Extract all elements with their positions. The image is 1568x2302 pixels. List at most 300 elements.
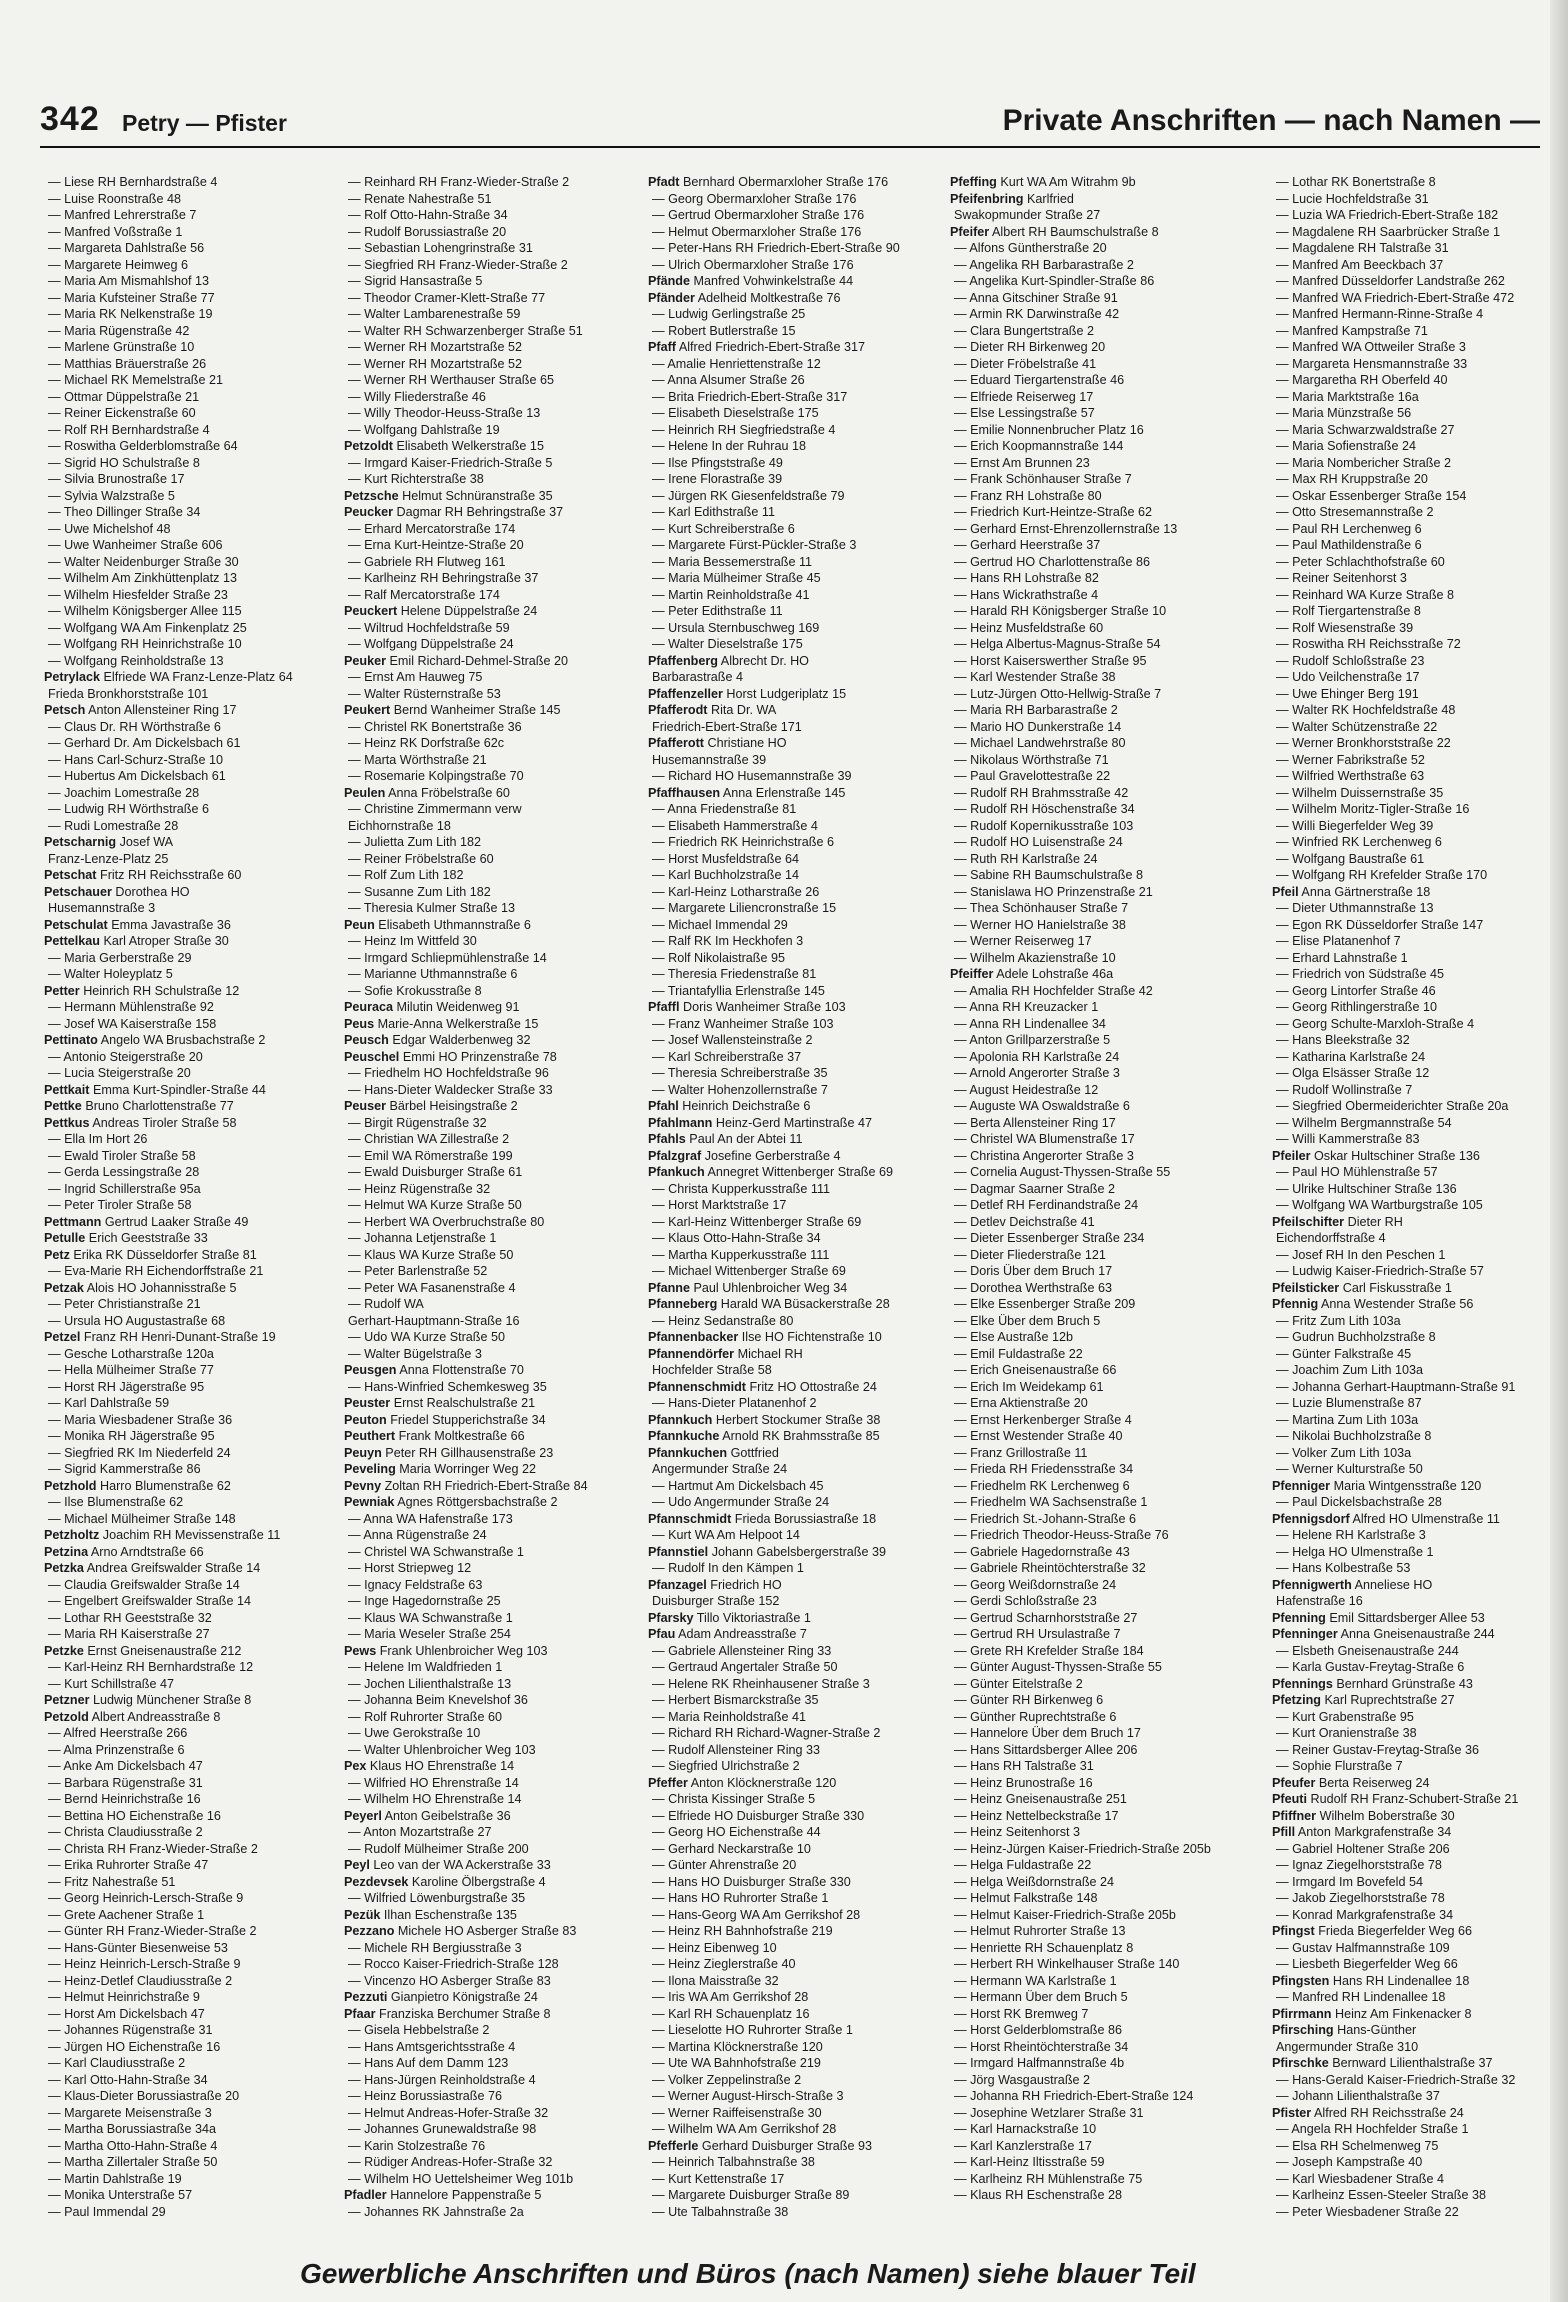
directory-entry bbox=[950, 1098, 1250, 1115]
entry-text: Alfred HO Ulmenstraße 11 bbox=[1352, 1511, 1500, 1526]
entry-text: — Rudolf Borussiastraße 20 bbox=[348, 224, 507, 239]
directory-entry bbox=[950, 2105, 1250, 2122]
directory-entry bbox=[344, 1610, 644, 1627]
entry-surname: Peus bbox=[344, 1016, 375, 1031]
entry-surname: Pfaffhausen bbox=[648, 785, 721, 800]
directory-entry bbox=[44, 1461, 344, 1478]
entry-text: — Hartmut Am Dickelsbach 45 bbox=[652, 1478, 824, 1493]
directory-entry bbox=[648, 273, 948, 290]
entry-text: — Claudia Greifswalder Straße 14 bbox=[48, 1577, 240, 1592]
directory-entry bbox=[344, 785, 644, 802]
directory-entry bbox=[44, 950, 344, 967]
directory-entry bbox=[1272, 686, 1568, 703]
entry-text: — Joseph Kampstraße 40 bbox=[1276, 2155, 1423, 2169]
entry-surname: Petzhold bbox=[44, 1478, 97, 1493]
entry-text: — Wolfgang RH Heinrichstraße 10 bbox=[48, 637, 242, 651]
entry-surname: Petzoldt bbox=[344, 439, 393, 453]
entry-text: — Wolfgang WA Am Finkenplatz 25 bbox=[48, 620, 247, 635]
entry-text: — Ursula Sternbuschweg 169 bbox=[652, 620, 820, 635]
directory-entry bbox=[344, 900, 644, 917]
entry-text: — Kurt Schillstraße 47 bbox=[48, 1676, 174, 1691]
directory-entry bbox=[648, 603, 948, 620]
entry-text: — Stanislawa HO Prinzenstraße 21 bbox=[954, 884, 1153, 899]
entry-surname: Pfahl bbox=[648, 1099, 679, 1113]
directory-entry bbox=[44, 2022, 344, 2039]
entry-text: — Wilhelm Akazienstraße 10 bbox=[954, 950, 1116, 965]
entry-text: — Margarete Fürst-Pückler-Straße 3 bbox=[652, 538, 857, 552]
entry-text: — Franz Grillostraße 11 bbox=[954, 1445, 1088, 1460]
entry-text: — Werner Raiffeisenstraße 30 bbox=[652, 2105, 822, 2120]
directory-entry bbox=[648, 1940, 948, 1957]
entry-text: Frieda Bronkhorststraße 101 bbox=[48, 686, 209, 701]
entry-text: — Heinz Im Wittfeld 30 bbox=[348, 934, 477, 948]
directory-entry bbox=[344, 1643, 644, 1660]
page-header bbox=[40, 100, 1540, 148]
entry-text: — Karlheinz RH Behringstraße 37 bbox=[348, 571, 539, 585]
entry-text: — Ilse Blumenstraße 62 bbox=[48, 1495, 184, 1509]
directory-entry bbox=[1272, 570, 1568, 587]
entry-surname: Petsch bbox=[44, 703, 86, 717]
entry-text: Marie-Anna Welkerstraße 15 bbox=[377, 1016, 539, 1031]
entry-text: — Dagmar Saarner Straße 2 bbox=[954, 1181, 1115, 1196]
entry-surname: Pezük bbox=[344, 1907, 381, 1922]
directory-entry bbox=[648, 1511, 948, 1528]
directory-entry bbox=[950, 1197, 1250, 1214]
directory-entry bbox=[950, 240, 1250, 257]
directory-entry bbox=[950, 917, 1250, 934]
directory-entry bbox=[44, 1131, 344, 1148]
directory-entry bbox=[1272, 1791, 1568, 1808]
entry-text: — Hans Wickrathstraße 4 bbox=[954, 587, 1099, 602]
directory-entry bbox=[1272, 2121, 1568, 2138]
entry-text: — Günter August-Thyssen-Straße 55 bbox=[954, 1660, 1162, 1674]
entry-text: — Rudolf Allensteiner Ring 33 bbox=[652, 1742, 821, 1757]
directory-entry bbox=[1272, 174, 1568, 191]
entry-text: — Maria RK Nelkenstraße 19 bbox=[48, 307, 213, 321]
directory-entry bbox=[1272, 1379, 1568, 1396]
directory-entry bbox=[648, 1758, 948, 1775]
directory-entry bbox=[344, 191, 644, 208]
entry-text: Karoline Ölbergstraße 4 bbox=[411, 1874, 546, 1889]
entry-text: Zoltan RH Friedrich-Ebert-Straße 84 bbox=[384, 1478, 588, 1493]
entry-text: — Ludwig Gerlingstraße 25 bbox=[652, 307, 806, 321]
directory-entry bbox=[648, 1065, 948, 1082]
directory-entry bbox=[950, 1065, 1250, 1082]
directory-entry bbox=[1272, 933, 1568, 950]
entry-text: — Walter Hohenzollernstraße 7 bbox=[652, 1082, 828, 1097]
directory-entry bbox=[44, 686, 344, 703]
entry-text: — Ingrid Schillerstraße 95a bbox=[48, 1181, 201, 1196]
directory-entry bbox=[950, 1610, 1250, 1627]
directory-entry bbox=[1272, 1907, 1568, 1924]
entry-surname: Peuton bbox=[344, 1412, 387, 1427]
entry-text: — Maria Marktstraße 16a bbox=[1276, 389, 1419, 404]
directory-entry bbox=[950, 1527, 1250, 1544]
directory-entry bbox=[44, 1692, 344, 1709]
entry-text: — Rudolf RH Höschenstraße 34 bbox=[954, 802, 1135, 816]
entry-text: — Manfred Kampstraße 71 bbox=[1276, 323, 1428, 338]
directory-entry bbox=[648, 1230, 948, 1247]
entry-text: — Matthias Bräuerstraße 26 bbox=[48, 356, 207, 371]
entry-surname: Pfau bbox=[648, 1627, 676, 1641]
directory-entry bbox=[1272, 405, 1568, 422]
directory-entry bbox=[950, 1082, 1250, 1099]
entry-surname: Pezdevsek bbox=[344, 1874, 409, 1889]
entry-text: — Lothar RH Geeststraße 32 bbox=[48, 1610, 212, 1625]
entry-surname: Pezzano bbox=[344, 1924, 395, 1938]
entry-text: — Maria Sofienstraße 24 bbox=[1276, 439, 1416, 453]
directory-entry bbox=[344, 405, 644, 422]
directory-entry bbox=[950, 1280, 1250, 1297]
directory-entry bbox=[950, 1989, 1250, 2006]
directory-entry bbox=[1272, 1560, 1568, 1577]
entry-text: — Karl Edithstraße 11 bbox=[652, 505, 775, 519]
entry-surname: Pfennigsdorf bbox=[1272, 1511, 1350, 1526]
directory-entry bbox=[1272, 224, 1568, 241]
directory-entry bbox=[1272, 867, 1568, 884]
entry-text: — Nikolai Buchholzstraße 8 bbox=[1276, 1429, 1432, 1443]
directory-entry bbox=[344, 1263, 644, 1280]
directory-entry bbox=[344, 2105, 644, 2122]
entry-text: — Wolfgang Düppelstraße 24 bbox=[348, 637, 514, 651]
directory-entry bbox=[44, 1560, 344, 1577]
entry-text: Ilhan Eschenstraße 135 bbox=[383, 1907, 517, 1922]
entry-text: — Maria Bessemerstraße 11 bbox=[652, 554, 813, 569]
entry-text: — Volker Zum Lith 103a bbox=[1276, 1445, 1412, 1460]
entry-text: Husemannstraße 3 bbox=[48, 901, 156, 915]
directory-entry bbox=[44, 1214, 344, 1231]
directory-entry bbox=[344, 1296, 644, 1313]
entry-text: — Sigrid Hansastraße 5 bbox=[348, 274, 483, 288]
entry-text: — Renate Nahestraße 51 bbox=[348, 191, 492, 206]
entry-text: — Hermann Mühlenstraße 92 bbox=[48, 1000, 214, 1014]
entry-text: — Heinz Gneisenaustraße 251 bbox=[954, 1792, 1127, 1806]
entry-text: — Hans Auf dem Damm 123 bbox=[348, 2056, 509, 2070]
directory-entry bbox=[44, 1296, 344, 1313]
entry-text: — Hans-Dieter Platanenhof 2 bbox=[652, 1396, 817, 1410]
entry-text: — Ralf RK Im Heckhofen 3 bbox=[652, 934, 804, 948]
directory-entry bbox=[344, 1940, 644, 1957]
directory-entry bbox=[344, 1791, 644, 1808]
entry-text: Karlfried bbox=[1026, 191, 1074, 206]
entry-surname: Petulle bbox=[44, 1231, 86, 1245]
directory-entry bbox=[950, 1230, 1250, 1247]
entry-text: — Irmgard Kaiser-Friedrich-Straße 5 bbox=[348, 455, 553, 470]
entry-text: — Silvia Brunostraße 17 bbox=[48, 472, 185, 486]
directory-entry bbox=[950, 620, 1250, 637]
entry-text: Berta Reiserweg 24 bbox=[1318, 1775, 1430, 1790]
entry-text: — Brita Friedrich-Ebert-Straße 317 bbox=[652, 389, 848, 404]
directory-entry bbox=[44, 570, 344, 587]
entry-text: — Heinrich Talbahnstraße 38 bbox=[652, 2155, 815, 2169]
entry-text: — Maria Reinholdstraße 41 bbox=[652, 1709, 806, 1724]
directory-entry bbox=[648, 1247, 948, 1264]
directory-entry bbox=[344, 2187, 644, 2204]
entry-surname: Pfiffner bbox=[1272, 1808, 1317, 1823]
entry-text: — Sofie Krokusstraße 8 bbox=[348, 983, 482, 998]
directory-entry bbox=[44, 1164, 344, 1181]
directory-entry bbox=[344, 933, 644, 950]
entry-surname: Peuschel bbox=[344, 1049, 400, 1064]
entry-text: — Hans HO Duisburger Straße 330 bbox=[652, 1874, 851, 1889]
directory-entry bbox=[344, 1494, 644, 1511]
directory-entry bbox=[44, 636, 344, 653]
directory-entry bbox=[44, 240, 344, 257]
entry-text: Adam Andreasstraße 7 bbox=[678, 1627, 807, 1641]
entry-text: — Walter Dieselstraße 175 bbox=[652, 637, 803, 651]
entry-text: — Robert Butlerstraße 15 bbox=[652, 323, 796, 338]
directory-entry bbox=[1272, 191, 1568, 208]
entry-text: — Theresia Friedenstraße 81 bbox=[652, 967, 817, 981]
entry-text: — Karlheinz Essen-Steeler Straße 38 bbox=[1276, 2188, 1486, 2202]
entry-text: — Gustav Halfmannstraße 109 bbox=[1276, 1940, 1450, 1955]
directory-column-1 bbox=[44, 174, 344, 2220]
entry-surname: Petzke bbox=[44, 1643, 84, 1658]
entry-text: — Ilse Pfingststraße 49 bbox=[652, 455, 783, 470]
entry-surname: Pfeiffer bbox=[950, 967, 994, 981]
directory-entry bbox=[950, 2154, 1250, 2171]
entry-text: — Friedrich Theodor-Heuss-Straße 76 bbox=[954, 1528, 1169, 1542]
directory-entry bbox=[344, 587, 644, 604]
entry-text: — Werner RH Werthauser Straße 65 bbox=[348, 373, 555, 387]
entry-text: — Rudolf Schloßstraße 23 bbox=[1276, 653, 1425, 668]
entry-text: — Elfriede HO Duisburger Straße 330 bbox=[652, 1808, 865, 1823]
entry-surname: Pfeufer bbox=[1272, 1775, 1316, 1790]
entry-text: — Paul Dickelsbachstraße 28 bbox=[1276, 1495, 1442, 1509]
directory-entry bbox=[648, 2187, 948, 2204]
entry-text: — Amalie Henriettenstraße 12 bbox=[652, 356, 821, 371]
entry-surname: Pfeil bbox=[1272, 884, 1299, 899]
directory-entry bbox=[648, 1956, 948, 1973]
entry-text: — Helene Im Waldfrieden 1 bbox=[348, 1660, 503, 1674]
entry-text: — Rudolf WA bbox=[348, 1297, 424, 1311]
entry-text: Maria Wintgensstraße 120 bbox=[1333, 1478, 1482, 1493]
directory-entry bbox=[44, 2171, 344, 2188]
directory-entry bbox=[344, 488, 644, 505]
directory-entry bbox=[648, 1115, 948, 1132]
entry-text: — Armin RK Darwinstraße 42 bbox=[954, 307, 1120, 321]
directory-entry bbox=[44, 1379, 344, 1396]
entry-text: — Margaretha RH Oberfeld 40 bbox=[1276, 373, 1448, 387]
entry-text: Emma Kurt-Spindler-Straße 44 bbox=[93, 1082, 266, 1097]
entry-text: Hannelore Pappenstraße 5 bbox=[390, 2188, 542, 2202]
entry-text: — Wolfgang WA Wartburgstraße 105 bbox=[1276, 1198, 1483, 1212]
entry-text: Anneliese HO bbox=[1354, 1577, 1433, 1592]
directory-entry bbox=[344, 1923, 644, 1940]
directory-entry bbox=[648, 2088, 948, 2105]
entry-text: — Martina Klöcknerstraße 120 bbox=[652, 2039, 823, 2054]
entry-text: Emmi HO Prinzenstraße 78 bbox=[402, 1049, 557, 1064]
directory-entry bbox=[44, 1593, 344, 1610]
entry-text: — Heinz Heinrich-Lersch-Straße 9 bbox=[48, 1957, 241, 1971]
entry-text: Hans RH Lindenallee 18 bbox=[1332, 1973, 1470, 1988]
entry-text: Erika RK Düsseldorfer Straße 81 bbox=[73, 1247, 257, 1262]
directory-entry bbox=[44, 1857, 344, 1874]
entry-surname: Pfeiler bbox=[1272, 1148, 1311, 1163]
entry-text: — Friedhelm RK Lerchenweg 6 bbox=[954, 1478, 1130, 1493]
entry-text: — Willi Biegerfelder Weg 39 bbox=[1276, 818, 1434, 833]
entry-surname: Petzholtz bbox=[44, 1528, 100, 1542]
entry-text: — Walter Lambarenestraße 59 bbox=[348, 307, 521, 321]
entry-text: — Karl Claudiusstraße 2 bbox=[48, 2056, 186, 2070]
directory-entry bbox=[950, 455, 1250, 472]
entry-surname: Pettke bbox=[44, 1099, 82, 1113]
name-range-heading: Petry — Pfister bbox=[122, 110, 287, 136]
entry-text: — Maria Wiesbadener Straße 36 bbox=[48, 1412, 233, 1427]
entry-surname: Pfafferodt bbox=[648, 703, 708, 717]
directory-entry bbox=[44, 818, 344, 835]
directory-entry bbox=[1272, 966, 1568, 983]
directory-entry bbox=[44, 2204, 344, 2221]
entry-text: — Horst Kaiserswerther Straße 95 bbox=[954, 653, 1147, 668]
entry-surname: Pfister bbox=[1272, 2105, 1312, 2120]
directory-entry bbox=[344, 1412, 644, 1429]
entry-text: — Lutz-Jürgen Otto-Hellwig-Straße 7 bbox=[954, 686, 1162, 701]
directory-entry bbox=[1272, 2006, 1568, 2023]
directory-entry bbox=[950, 752, 1250, 769]
directory-entry bbox=[950, 818, 1250, 835]
entry-text: — Apolonia RH Karlstraße 24 bbox=[954, 1049, 1120, 1064]
entry-surname: Pex bbox=[344, 1759, 367, 1773]
entry-text: Angermunder Straße 24 bbox=[652, 1462, 788, 1476]
directory-entry bbox=[44, 356, 344, 373]
entry-surname: Pfahls bbox=[648, 1132, 686, 1146]
entry-text: — Rudi Lomestraße 28 bbox=[48, 818, 179, 833]
directory-entry bbox=[648, 669, 948, 686]
directory-entry bbox=[648, 950, 948, 967]
entry-text: — Heinz Borussiastraße 76 bbox=[348, 2089, 502, 2103]
directory-entry bbox=[344, 851, 644, 868]
directory-entry bbox=[1272, 2154, 1568, 2171]
entry-text: — Harald RH Königsberger Straße 10 bbox=[954, 604, 1167, 618]
directory-entry bbox=[44, 1824, 344, 1841]
entry-text: Elisabeth Uthmannstraße 6 bbox=[378, 917, 531, 932]
directory-entry bbox=[950, 1016, 1250, 1033]
entry-text: — Wilhelm Hiesfelder Straße 23 bbox=[48, 587, 228, 602]
entry-text: — Dorothea Werthstraße 63 bbox=[954, 1280, 1112, 1295]
entry-text: Harald WA Büsackerstraße 28 bbox=[720, 1297, 890, 1311]
entry-text: — Johannes Grunewaldstraße 98 bbox=[348, 2122, 537, 2136]
entry-text: Josef WA bbox=[119, 835, 174, 849]
entry-text: — Karl Wiesbadener Straße 4 bbox=[1276, 2171, 1444, 2186]
entry-text: — Christa Kissinger Straße 5 bbox=[652, 1792, 816, 1806]
entry-text: — Winfried RK Lerchenweg 6 bbox=[1276, 835, 1442, 849]
directory-entry bbox=[44, 1049, 344, 1066]
entry-text: Hochfelder Straße 58 bbox=[652, 1363, 772, 1377]
directory-entry bbox=[648, 488, 948, 505]
entry-text: — Elsa RH Schelmenweg 75 bbox=[1276, 2138, 1439, 2153]
directory-entry bbox=[44, 1676, 344, 1693]
directory-entry bbox=[1272, 1956, 1568, 1973]
directory-entry bbox=[344, 1973, 644, 1990]
directory-entry bbox=[950, 1742, 1250, 1759]
entry-text: — Werner RH Mozartstraße 52 bbox=[348, 340, 523, 354]
entry-text: — Sylvia Walzstraße 5 bbox=[48, 488, 175, 503]
directory-entry bbox=[44, 587, 344, 604]
entry-text: Bruno Charlottenstraße 77 bbox=[85, 1099, 234, 1113]
entry-text: — Karl Kanzlerstraße 17 bbox=[954, 2138, 1092, 2153]
directory-entry bbox=[950, 1940, 1250, 1957]
entry-surname: Pfeilsticker bbox=[1272, 1280, 1340, 1295]
directory-entry bbox=[344, 1560, 644, 1577]
entry-text: Andreas Tiroler Straße 58 bbox=[92, 1115, 237, 1130]
section-title: Private Anschriften — nach Namen — bbox=[1002, 104, 1540, 137]
entry-text: — Manfred RH Lindenallee 18 bbox=[1276, 1990, 1446, 2004]
entry-text: — Martin Reinholdstraße 41 bbox=[652, 587, 810, 602]
directory-entry bbox=[344, 273, 644, 290]
entry-text: — Amalia RH Hochfelder Straße 42 bbox=[954, 983, 1153, 998]
entry-text: Ludwig Münchener Straße 8 bbox=[93, 1693, 252, 1707]
entry-text: — Reiner Seitenhorst 3 bbox=[1276, 571, 1407, 585]
directory-entry bbox=[950, 1544, 1250, 1561]
directory-entry bbox=[44, 719, 344, 736]
entry-text: — Johannes RK Jahnstraße 2a bbox=[348, 2204, 524, 2219]
directory-entry bbox=[44, 1923, 344, 1940]
entry-text: — Eva-Marie RH Eichendorffstraße 21 bbox=[48, 1264, 264, 1278]
entry-text: — Werner Fabrikstraße 52 bbox=[1276, 752, 1425, 767]
entry-text: Anton Allensteiner Ring 17 bbox=[88, 703, 237, 717]
entry-text: Friedrich HO bbox=[710, 1577, 782, 1592]
directory-entry bbox=[950, 389, 1250, 406]
directory-entry bbox=[44, 438, 344, 455]
entry-text: — Gabriele RH Flutweg 161 bbox=[348, 554, 506, 569]
directory-entry bbox=[344, 174, 644, 191]
directory-entry bbox=[950, 735, 1250, 752]
directory-entry bbox=[950, 2022, 1250, 2039]
directory-entry bbox=[648, 2039, 948, 2056]
directory-entry bbox=[344, 1428, 644, 1445]
directory-entry bbox=[344, 702, 644, 719]
entry-text: — Auguste WA Oswaldstraße 6 bbox=[954, 1099, 1130, 1113]
entry-text: — Emil Fuldastraße 22 bbox=[954, 1346, 1083, 1361]
directory-entry bbox=[648, 983, 948, 1000]
directory-entry bbox=[344, 1989, 644, 2006]
entry-surname: Peuker bbox=[344, 653, 387, 668]
directory-entry bbox=[344, 735, 644, 752]
directory-entry bbox=[44, 1082, 344, 1099]
entry-surname: Petzak bbox=[44, 1280, 84, 1295]
directory-entry bbox=[44, 521, 344, 538]
directory-entry bbox=[344, 2072, 644, 2089]
entry-text: — Henriette RH Schauenplatz 8 bbox=[954, 1940, 1134, 1955]
entry-text: — Georg Schulte-Marxloh-Straße 4 bbox=[1276, 1016, 1475, 1031]
entry-surname: Petzka bbox=[44, 1561, 84, 1575]
directory-entry bbox=[44, 1725, 344, 1742]
entry-text: — Sigrid Kammerstraße 86 bbox=[48, 1462, 201, 1476]
entry-text: — Uwe Wanheimer Straße 606 bbox=[48, 538, 223, 552]
entry-surname: Peucker bbox=[344, 505, 394, 519]
directory-entry bbox=[648, 2154, 948, 2171]
entry-text: — Gabriele Allensteiner Ring 33 bbox=[652, 1643, 832, 1658]
directory-entry bbox=[1272, 1544, 1568, 1561]
directory-entry bbox=[648, 224, 948, 241]
entry-text: — Jürgen RK Giesenfeldstraße 79 bbox=[652, 488, 845, 503]
directory-entry bbox=[344, 207, 644, 224]
entry-text: — Volker Zeppelinstraße 2 bbox=[652, 2072, 802, 2087]
directory-entry bbox=[648, 1692, 948, 1709]
directory-entry bbox=[344, 389, 644, 406]
entry-text: Anna Gneisenaustraße 244 bbox=[1340, 1627, 1495, 1641]
directory-entry bbox=[1272, 900, 1568, 917]
directory-entry bbox=[344, 1346, 644, 1363]
entry-text: — Alma Prinzenstraße 6 bbox=[48, 1742, 185, 1757]
directory-entry bbox=[648, 1313, 948, 1330]
entry-text: — Hans-Georg WA Am Gerrikshof 28 bbox=[652, 1907, 861, 1922]
directory-entry bbox=[1272, 1808, 1568, 1825]
entry-text: — Peter Edithstraße 11 bbox=[652, 604, 783, 618]
entry-text: — Liesbeth Biegerfelder Weg 66 bbox=[1276, 1957, 1458, 1971]
directory-entry bbox=[648, 1544, 948, 1561]
